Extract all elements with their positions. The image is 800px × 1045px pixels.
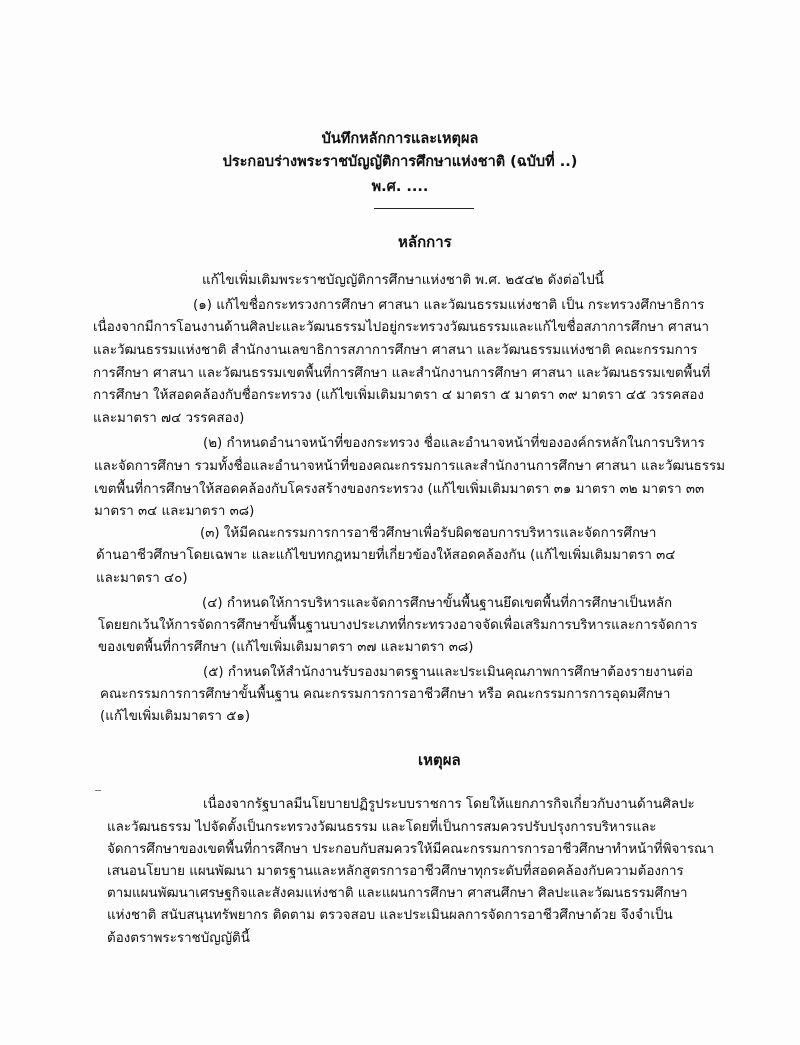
principles-line: มาตรา ๓๔ และมาตรา ๓๘) xyxy=(94,504,255,519)
principles-heading: หลักการ xyxy=(398,233,452,251)
title-underline xyxy=(374,208,474,209)
principles-line: และวัฒนธรรมแห่งชาติ สำนักงานเลขาธิการสภาการศึกษา ศาสนา และวัฒนธรรมแห่งชาติ คณะกรรมการ xyxy=(93,343,698,358)
principles-line: และจัดการศึกษา รวมทั้งชื่อและอำนาจหน้าที่ของคณะกรรมการและสำนักงานการศึกษา ศาสนา และวัฒนธรรม xyxy=(94,459,726,474)
principles-line: แก้ไขเพิ่มเติมพระราชบัญญัติการศึกษาแห่งชาติ พ.ศ. ๒๕๔๒ ดังต่อไปนี้ xyxy=(202,273,604,288)
document-year: พ.ศ. .... xyxy=(371,179,429,195)
principles-line: และมาตรา ๗๔ วรรคสอง) xyxy=(93,411,245,426)
principles-line: การศึกษา ให้สอดคล้องกับชื่อกระทรวง (แก้ไขเพิ่มเติมมาตรา ๔ มาตรา ๕ มาตรา ๓๙ มาตรา ๔๕ วรรคสอง xyxy=(93,388,704,403)
reasons-line: จัดการศึกษาของเขตพื้นที่การศึกษา ประกอบกับสมควรให้มีคณะกรรมการการอาชีวศึกษาทำหน้าที่พิจารณา xyxy=(107,842,714,857)
principles-line: (๓) ให้มีคณะกรรมการการอาชีวศึกษาเพื่อรับผิดชอบการบริหารและจัดการศึกษา xyxy=(200,526,657,541)
reasons-line: แห่งชาติ สนับสนุนทรัพยากร ติดตาม ตรวจสอบ และประเมินผลการจัดการอาชีวศึกษาด้วย จึงจำเป็น xyxy=(107,908,673,923)
principles-line: (๔) กำหนดให้การบริหารและจัดการศึกษาขั้นพื้นฐานยึดเขตพื้นที่การศึกษาเป็นหลัก xyxy=(202,596,673,611)
reasons-heading: เหตุผล xyxy=(418,751,461,769)
principles-line: คณะกรรมการการศึกษาขั้นพื้นฐาน คณะกรรมการการอาชีวศึกษา หรือ คณะกรรมการการอุดมศึกษา xyxy=(100,687,671,702)
principles-line: โดยยกเว้นให้การจัดการศึกษาขั้นพื้นฐานบางประเภทที่กระทรวงอาจจัดเพื่อเสริมการบริหารและการจัดการ xyxy=(98,618,698,633)
reasons-line: ต้องตราพระราชบัญญัตินี้ xyxy=(107,931,250,946)
principles-line: การศึกษา ศาสนา และวัฒนธรรมเขตพื้นที่การศึกษา และสำนักงานการศึกษา ศาสนา และวัฒนธรรมเขตพื้นที่ xyxy=(93,366,711,381)
principles-line: (แก้ไขเพิ่มเติมมาตรา ๕๑) xyxy=(100,709,251,724)
principles-line: (๒) กำหนดอำนาจหน้าที่ของกระทรวง ชื่อและอำนาจหน้าที่ขององค์กรหลักในการบริหาร xyxy=(203,436,705,451)
reasons-line: และวัฒนธรรม ไปจัดตั้งเป็นกระทรวงวัฒนธรรม และโดยที่เป็นการสมควรปรับปรุงการบริหารและ xyxy=(107,820,657,835)
reasons-line: เนื่องจากรัฐบาลมีนโยบายปฏิรูประบบราชการ โดยให้แยกภารกิจเกี่ยวกับงานด้านศิลปะ xyxy=(203,797,695,812)
document-title: บันทึกหลักการและเหตุผล xyxy=(321,131,479,147)
principles-line: (๑) แก้ไขชื่อกระทรวงการศึกษา ศาสนา และวัฒนธรรมแห่งชาติ เป็น กระทรวงศึกษาธิการ xyxy=(193,298,705,313)
principles-line: ด้านอาชีวศึกษาโดยเฉพาะ และแก้ไขบทกฎหมายที่เกี่ยวข้องให้สอดคล้องกัน (แก้ไขเพิ่มเติมมาตรา ๓๔ xyxy=(96,548,676,563)
reasons-line: ตามแผนพัฒนาเศรษฐกิจและสังคมแห่งชาติ และแผนการศึกษา ศาสนศึกษา ศิลปะและวัฒนธรรมศึกษา xyxy=(107,886,688,901)
document-subtitle: ประกอบร่างพระราชบัญญัติการศึกษาแห่งชาติ (ฉบับที่ ..) xyxy=(222,154,578,170)
principles-line: เขตพื้นที่การศึกษาให้สอดคล้องกับโครงสร้างของกระทรวง (แก้ไขเพิ่มเติมมาตรา ๓๑ มาตรา ๓๒ มาตรา ๓๓ xyxy=(94,482,705,497)
principles-line: เนื่องจากมีการโอนงานด้านศิลปะและวัฒนธรรมไปอยู่กระทรวงวัฒนธรรมและแก้ไขชื่อสภาการศึกษา ศาสนา xyxy=(93,320,710,335)
principles-line: และมาตรา ๔๐) xyxy=(96,571,188,586)
principles-line: ของเขตพื้นที่การศึกษา (แก้ไขเพิ่มเติมมาตรา ๓๗ และมาตรา ๓๘) xyxy=(98,640,474,655)
reasons-line: เสนอนโยบาย แผนพัฒนา มาตรฐานและหลักสูตรการอาชีวศึกษาทุกระดับที่สอดคล้องกับความต้องการ xyxy=(107,864,684,879)
principles-line: (๕) กำหนดให้สำนักงานรับรองมาตรฐานและประเมินคุณภาพการศึกษาต้องรายงานต่อ xyxy=(203,665,694,680)
scan-speck xyxy=(95,790,101,791)
